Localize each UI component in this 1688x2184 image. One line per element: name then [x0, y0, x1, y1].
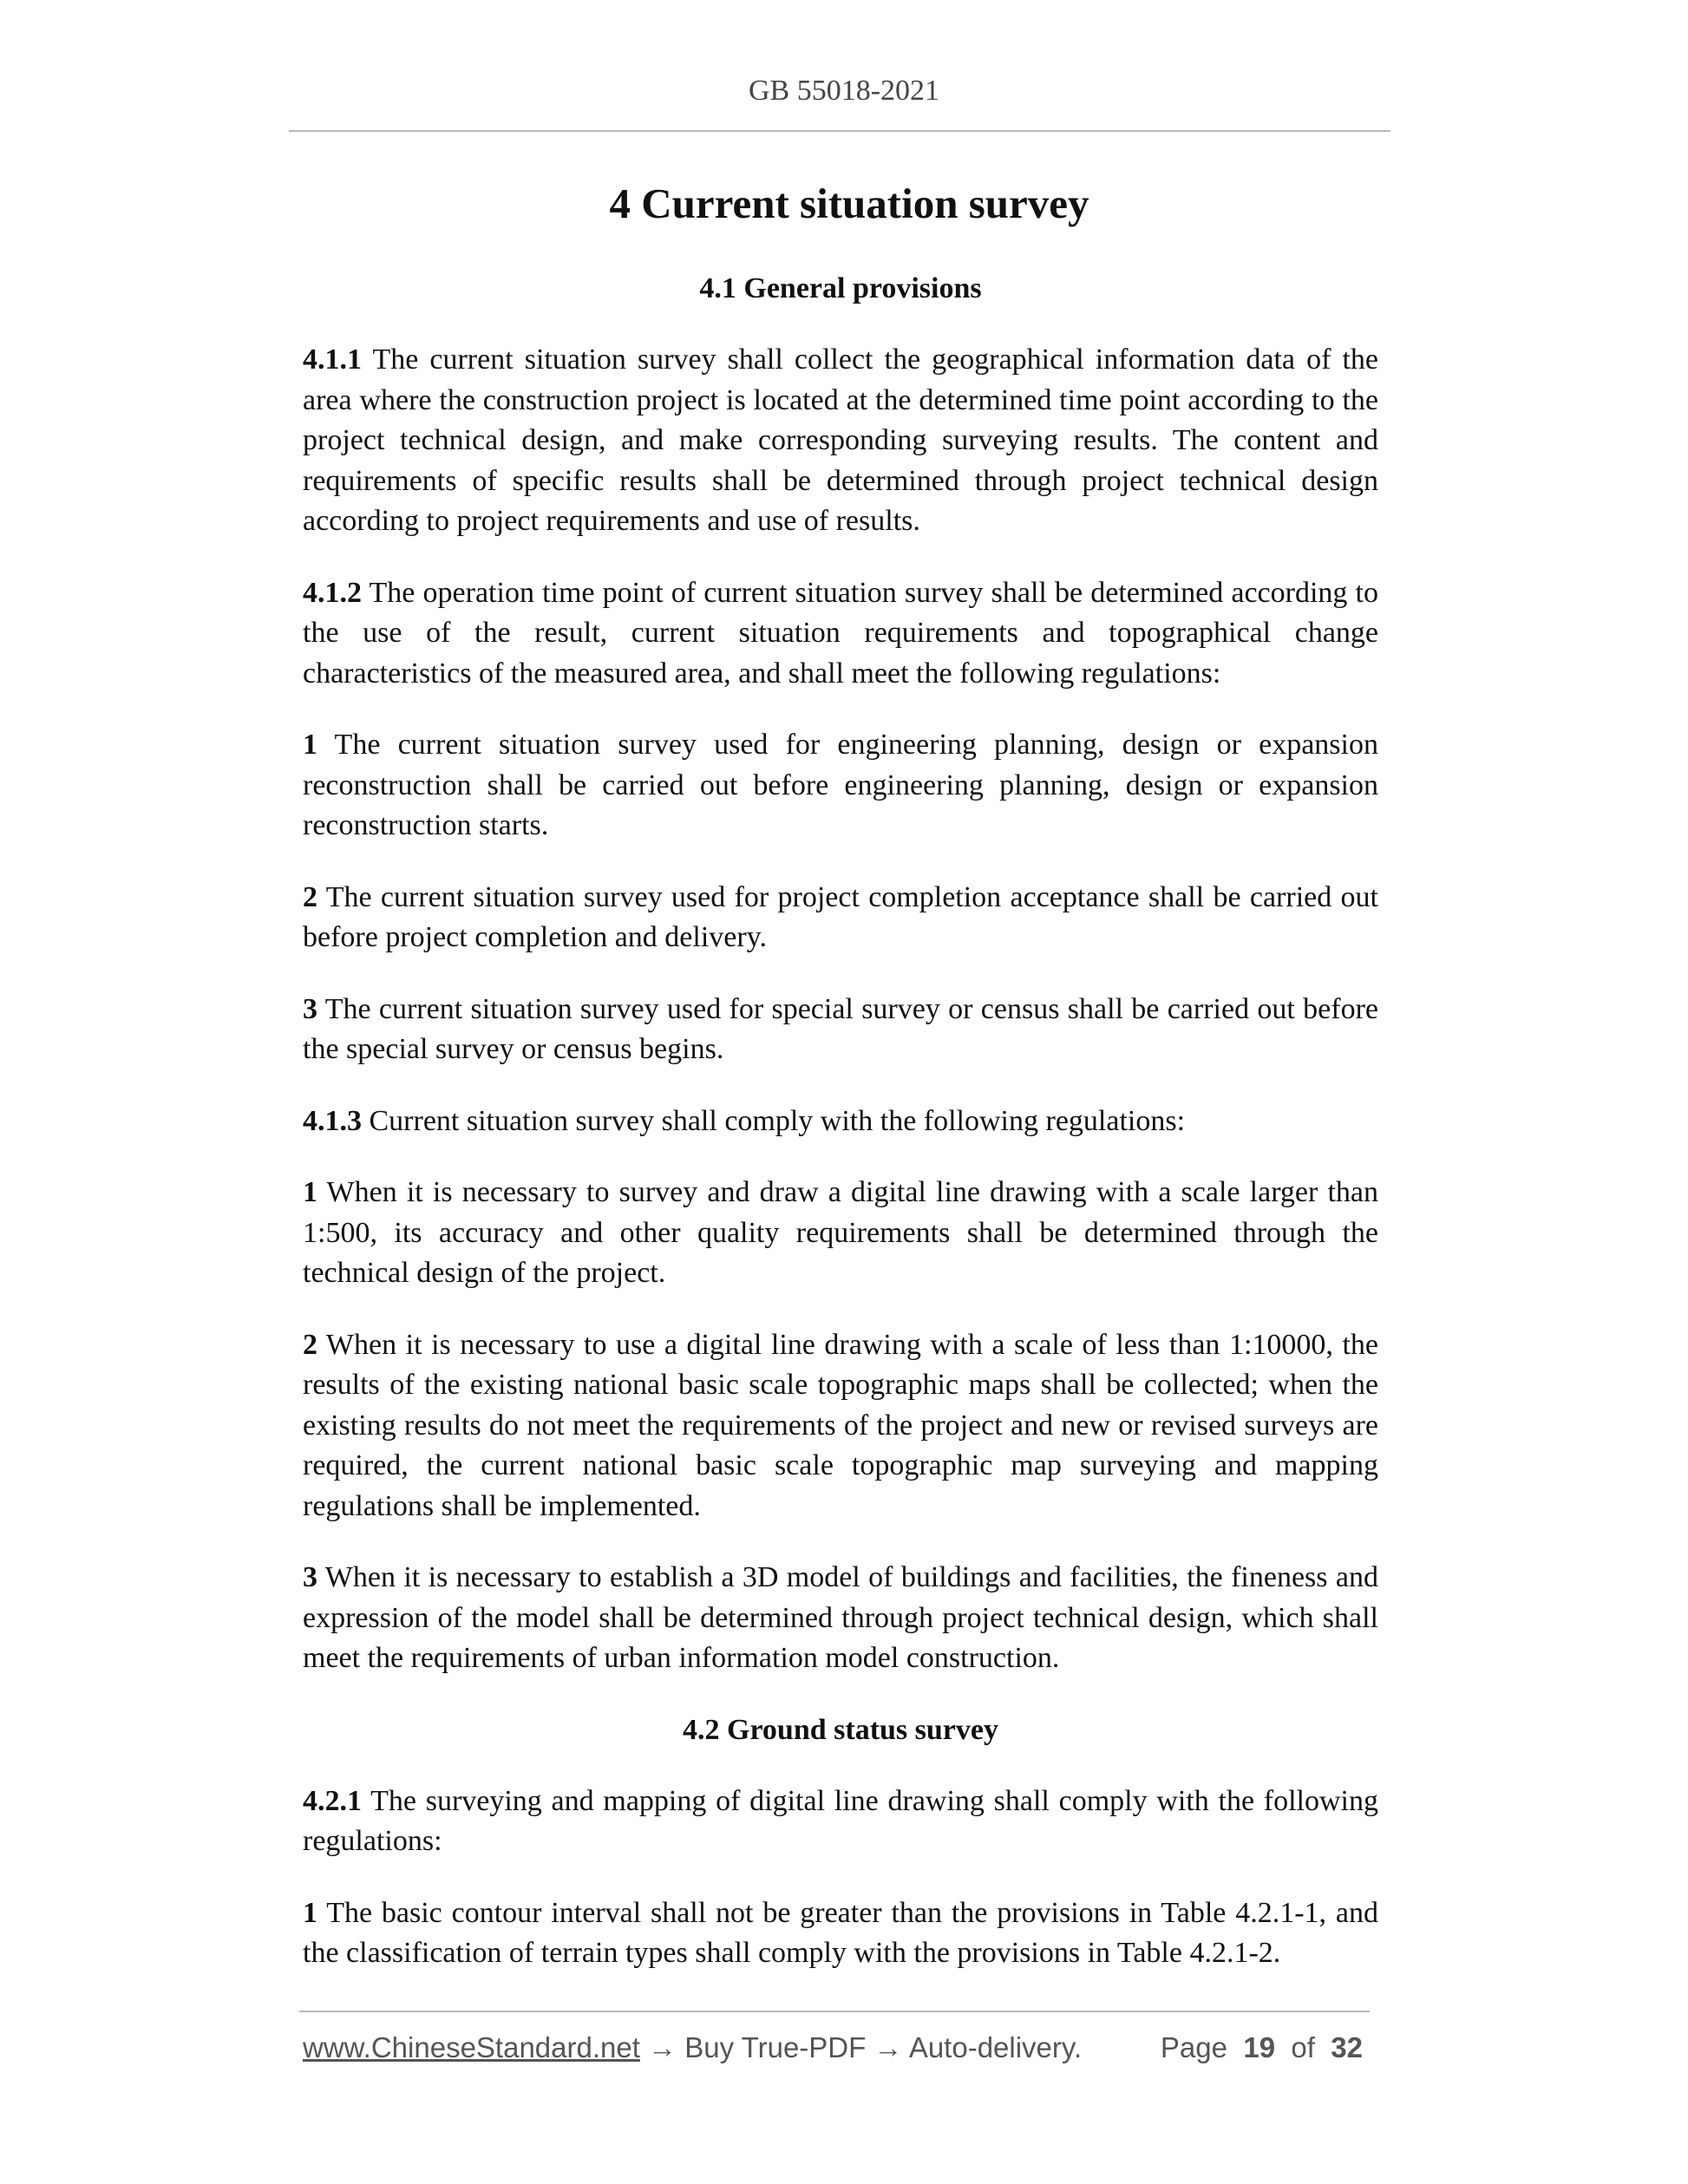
page-indicator: [1161, 2031, 1363, 2064]
page-header: GB 55018-2021: [748, 75, 940, 107]
chapter-title: 4 Current situation survey: [609, 180, 1089, 227]
header-divider: [289, 130, 1390, 132]
page-label: Page: [1160, 2031, 1227, 2063]
clause-4-2-1: [303, 1782, 1378, 1862]
item-number: 1: [303, 729, 317, 761]
item-number: 2: [303, 880, 317, 913]
list-item: [303, 1558, 1378, 1679]
item-number: 1: [303, 1896, 317, 1929]
page-footer: [303, 2031, 1370, 2070]
item-number: 3: [303, 1561, 317, 1593]
clause-number: 4.1.2: [303, 576, 362, 609]
clause-text: The surveying and mapping of digital line drawing shall comply with the following regulations:: [303, 1784, 1378, 1857]
item-text: The basic contour interval shall not be greater than the provisions in Table 4.2.1-1, and the classification of terrain types shall comply with the provisions in Table 4.2.1-2.: [303, 1896, 1378, 1969]
clause-number: 4.1.1: [303, 343, 362, 376]
clause-number: 4.1.3: [303, 1104, 362, 1137]
clause-4-1-2: [303, 573, 1378, 695]
list-item: [303, 1325, 1378, 1527]
list-item: [303, 878, 1378, 958]
site-link[interactable]: www.ChineseStandard.net: [303, 2031, 640, 2063]
clause-number: 4.2.1: [303, 1784, 362, 1817]
page-of-label: of: [1291, 2031, 1315, 2063]
item-text: The current situation survey used for project completion acceptance shall be carried out before project completion and delivery.: [303, 880, 1378, 953]
item-text: When it is necessary to survey and draw a digital line drawing with a scale larger than 1:500, its accuracy and other quality requirements shall be determined through the technical design of the project.: [303, 1176, 1378, 1289]
promo-text: → Buy True-PDF → Auto-delivery.: [639, 2031, 1083, 2063]
footer-promo: [303, 2031, 1082, 2064]
clause-text: The current situation survey shall collect the geographical information data of the area where the construction project is located at the determined time point according to the project technical design, and make corresponding surveying results. The content and requirements of specific results shall be determined through project technical design according to project requirements and use of results.: [303, 343, 1378, 537]
list-item: [303, 1893, 1378, 1974]
item-text: The current situation survey used for special survey or census shall be carried out before the special survey or census begins.: [303, 992, 1378, 1065]
section-title-4-1: 4.1 General provisions: [699, 272, 982, 304]
item-number: 3: [303, 992, 317, 1025]
list-item: [303, 990, 1378, 1070]
item-text: When it is necessary to establish a 3D model of buildings and facilities, the fineness and expression of the model shall be determined through project technical design, which shall meet the requirements of urban information model construction.: [303, 1561, 1378, 1674]
clause-text: Current situation survey shall comply with the following regulations:: [362, 1104, 1186, 1137]
clause-4-1-3: [303, 1102, 1378, 1142]
item-number: 1: [303, 1176, 317, 1208]
item-number: 2: [303, 1328, 317, 1361]
item-text: When it is necessary to use a digital line drawing with a scale of less than 1:10000, the results of the existing national basic scale topographic maps shall be collected; when the existing results do not meet the requirements of the project and new or revised surveys are required, the current national basic scale topographic map surveying and mapping regulations shall be implemented.: [303, 1328, 1378, 1522]
footer-divider: [299, 2011, 1370, 2012]
section-title-4-2: 4.2 Ground status survey: [683, 1713, 998, 1746]
item-text: The current situation survey used for engineering planning, design or expansion reconstruction shall be carried out before engineering planning, design or expansion reconstruction starts.: [303, 729, 1378, 841]
list-item: [303, 1173, 1378, 1294]
clause-text: The operation time point of current situation survey shall be determined according to the use of the result, current situation requirements and topographical change characteristics of the measured area, and shall meet the following regulations:: [303, 576, 1378, 690]
list-item: [303, 725, 1378, 847]
document-body: [303, 173, 1378, 2005]
clause-4-1-1: [303, 340, 1378, 542]
page-total: 32: [1331, 2031, 1363, 2063]
page-current: 19: [1243, 2031, 1276, 2063]
